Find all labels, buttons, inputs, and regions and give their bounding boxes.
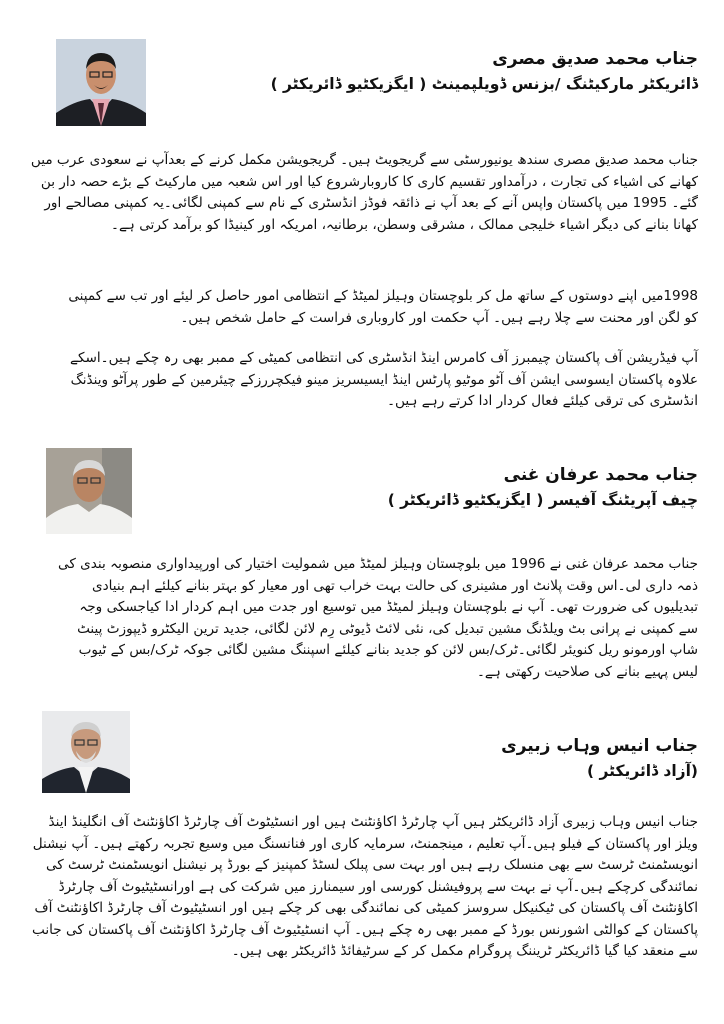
profile-2-paragraph-1: جناب محمد عرفان غنی نے 1996 میں بلوچستان وہیلز لمیٹڈ میں شمولیت اختیار کی اورپیداواری منصوبہ بندی کی ذمہ داری لی۔اس وقت پلانٹ اور مشینری کی حالت بہت خراب تھی اور معیار کو بہتر بنانے کیلئے اہم بنیادی تبدیلیوں کی ضرورت تھی۔ آپ نے بلوچستان وہیلز لمیٹڈ میں توسیع اور جدت میں اہم کردار ادا کیاجسکی وجہ سے کمپنی نے پرانی بٹ ویلڈنگ مشین تبدیل کی، نئی لائٹ ڈیوٹی رِم لائن لگائی، جدید ترین الیکٹرو ڈیپوزٹ پینٹ شاپ اورمونو ریل کنویئر لگائی۔ٹرک/بس لائن کو جدید بنانے کیلئے اسپننگ مشین لگائی جوکہ ٹرک/بس کے ٹیوب لیس پہیے بنانے کی صلاحیت رکھتی ہے۔ [58,556,698,680]
profile-photo-1 [56,39,146,126]
profile-photo-3 [42,711,130,793]
profile-1-paragraph-3: آپ فیڈریشن آف پاکستان چیمبرز آف کامرس اینڈ انڈسٹری کی انتظامی کمیٹی کے ممبر بھی رہ چکے ہیں۔اسکے علاوہ پاکستان ایسوسی ایشن آف آٹو موٹیو پارٹس اینڈ ایسیسریز مینو فیکچررزکے چیئرمین کے طور پرآٹو وینڈنگ انڈسٹری کی ترقی کیلئے فعال کردار ادا کرتے رہے ہیں۔ [70,350,698,409]
profile-name-3: جناب انیس وہاب زبیری [501,736,698,756]
profile-3-paragraph-1: جناب انیس وہاب زبیری آزاد ڈائریکٹر ہیں آپ چارٹرڈ اکاؤنٹنٹ ہیں اور انسٹیٹوٹ آف چارٹرڈ اکاؤنٹنٹ آف انگلینڈ اینڈ ویلز اور پاکستان کے فیلو ہیں۔آپ تعلیم ، مینجمنٹ، سرمایہ کاری اور فنانسنگ میں وسیع تجربہ رکھتے ہیں۔ آپ نیشنل انویسٹمنٹ ٹرسٹ سے بھی منسلک رہے ہیں اور بہت سی پبلک لسٹڈ کمپنیز کے بورڈ پر نیشنل انویسٹمنٹ ٹرسٹ کی نمائندگی کرچکے ہیں۔آپ نے بہت سے پروفیشنل کورسی اور سیمنارز میں شرکت کی ہے اورانسٹیٹیوٹ آف چارٹرڈ اکاؤنٹنٹ آف پاکستان کی ٹیکنیکل سروسز کمیٹی کی نمائندگی بھی کر چکے ہیں اور انسٹیٹیوٹ آف چارٹرڈ اکاؤنٹنٹ آف پاکستان کے کوالٹی اشورنس بورڈ کے ممبر بھی رہ چکے ہیں۔ آپ انسٹیٹیوٹ آف چارٹرڈ اکاؤنٹنٹ آف پاکستان کی جانب سے منعقد کیا گیا ڈائریکٹر ٹریننگ پروگرام مکمل کر کے سرٹیفائڈ ڈائریکٹر بھی ہیں۔ [32,814,698,959]
person-portrait-icon [42,711,130,793]
person-portrait-icon [46,448,132,534]
profile-title-3: (آزاد ڈائریکٹر ) [587,762,698,780]
profile-1-paragraph-2: 1998میں اپنے دوستوں کے ساتھ مل کر بلوچستان وہیلز لمیٹڈ کے انتظامی امور حاصل کر لیئے اور تب سے کمپنی کو لگن اور محنت سے چلا رہے ہیں۔ آپ حکمت اور کاروباری فراست کے حامل شخص ہیں۔ [68,288,698,326]
profile-title-1: ڈائریکٹر مارکیٹنگ /بزنس ڈویلپمینٹ ( ایگزیکٹیو ڈائریکٹر ) [270,75,698,93]
person-portrait-icon [56,39,146,126]
profile-title-2: چیف آپریٹنگ آفیسر ( ایگزیکٹیو ڈائریکٹر ) [387,491,698,509]
profile-1-paragraph-1: جناب محمد صدیق مصری سندھ یونیورسٹی سے گریجویٹ ہیں۔ گریجویشن مکمل کرنے کے بعدآپ نے سعودی عرب میں کھانے کی اشیاء کی تجارت ، درآمداور تقسیم کاری کا کاروبارشروع کیا اور اس شعبہ میں مارکیٹ کے بڑے حصہ دار بن گئے۔ 1995 میں پاکستان واپس آنے کے بعد آپ نے ذائقہ فوڈز انڈسٹری کے نام سے کمپنی لگائی۔یہ کمپنی مصالحے اور کھانا بنانے کی دیگر اشیاء خلیجی ممالک ، مشرقی وسطن، برطانیہ، امریکہ اور کینیڈا کو برآمد کرتی ہے۔ [30,152,698,233]
profile-name-1: جناب محمد صدیق مصری [492,49,698,69]
profile-photo-2 [46,448,132,534]
profile-name-2: جناب محمد عرفان غنی [503,465,698,485]
